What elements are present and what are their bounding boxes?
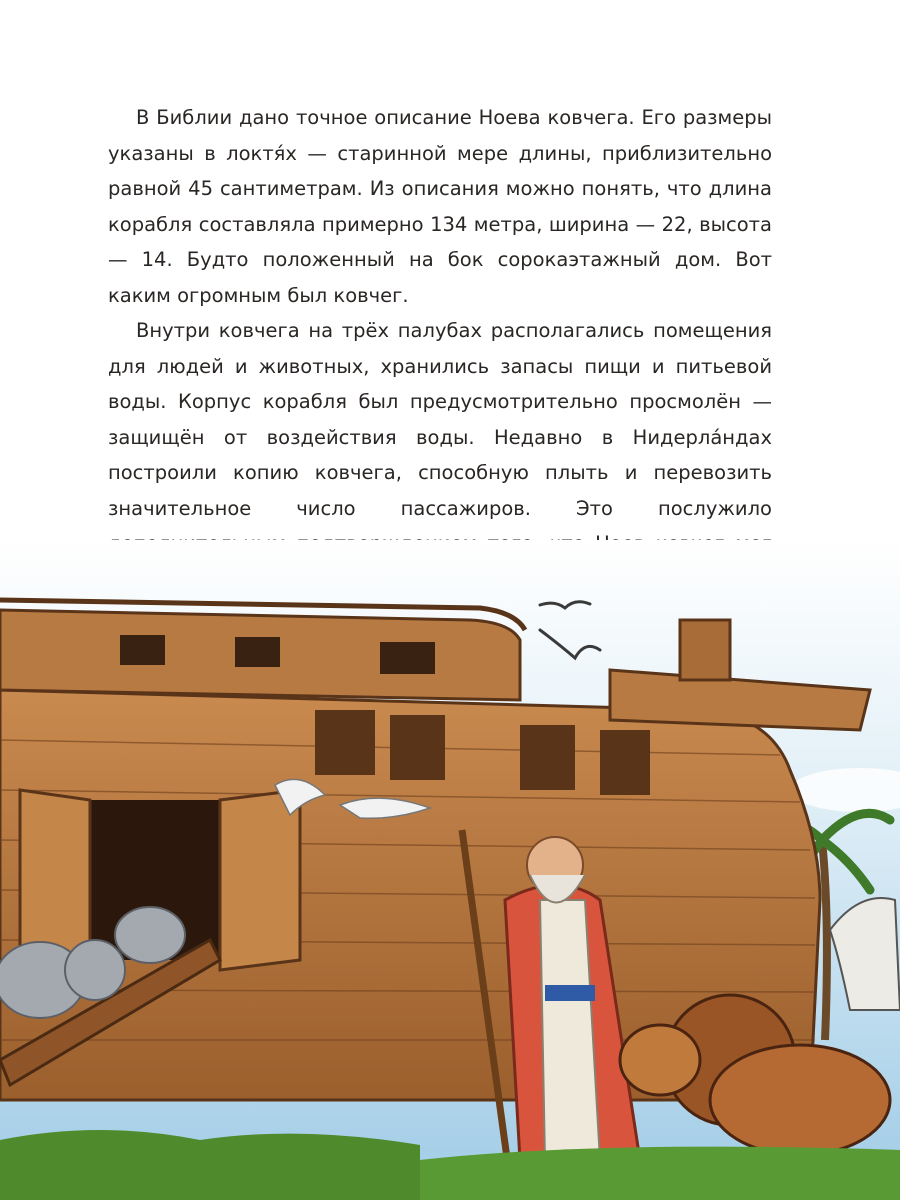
text-block bbox=[108, 100, 772, 597]
ark-window bbox=[235, 637, 280, 667]
ark-illustration bbox=[0, 540, 900, 1200]
grass bbox=[0, 1130, 420, 1200]
paragraph-2: Внутри ковчега на трёх палубах располагались помещения для людей и животных, хранились запасы пищи и питьевой воды. Корпус корабля был предусмотрительно просмолён — защищён от воздействия воды. Недавно в Нидерла́ндах построили копию ковчега, способную плыть и перевозить значительное число пассажиров. Это послужило bbox=[108, 319, 772, 520]
paragraph-1: В Библии дано точное описание Ноева ковчега. Его размеры указаны в локтя́х — старинной мере длины, приблизительно равной 45 сантиметрам. Из описания можно понять, что длина корабля составляла примерно 134 метра, ширина — 22, высота — 14. Будто положенный на бок сорокаэтажный дом. Вот каким огромным был ковчег. bbox=[108, 106, 772, 307]
ark-window bbox=[120, 635, 165, 665]
ark-window bbox=[380, 642, 435, 674]
